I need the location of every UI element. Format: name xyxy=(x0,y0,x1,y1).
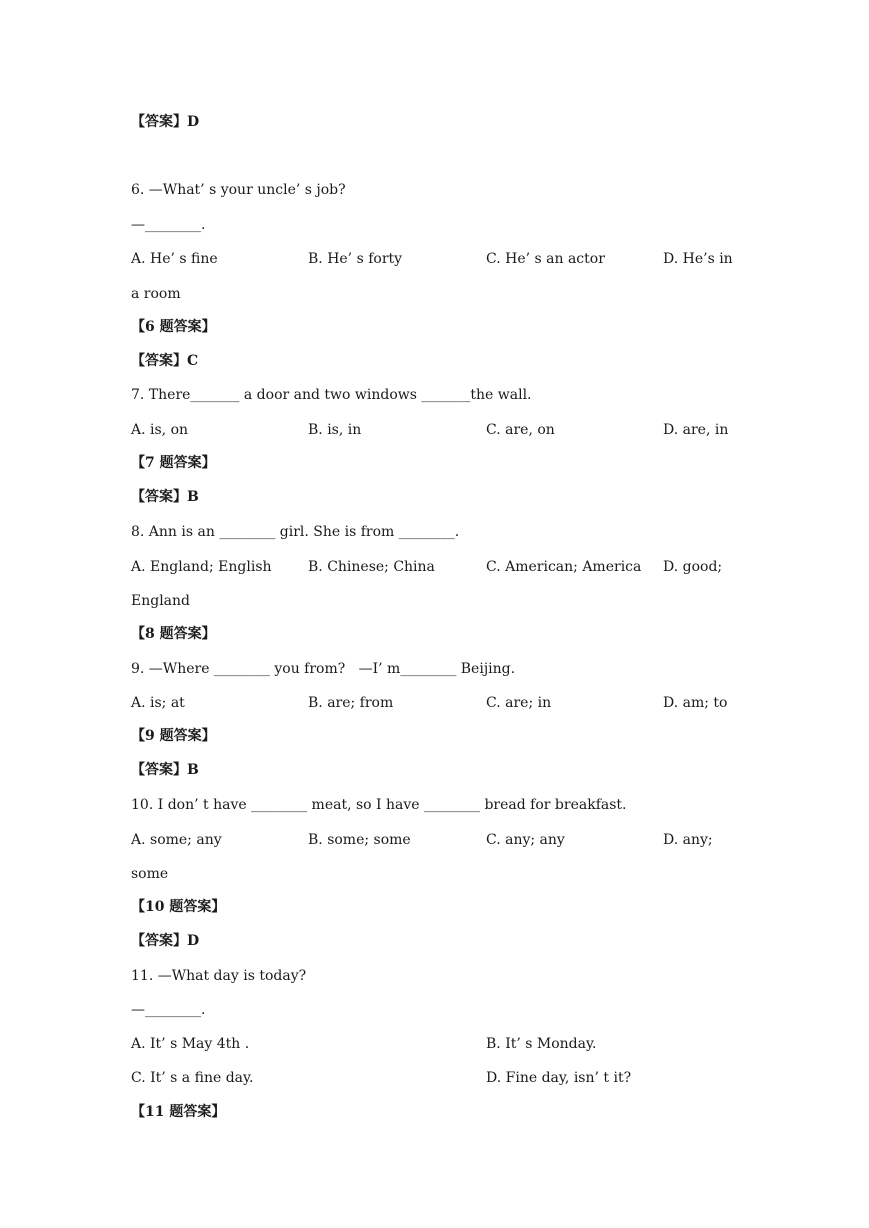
question-10-answer: 【答案】D xyxy=(131,933,200,949)
question-9-option-b: B. are; from xyxy=(308,695,394,711)
question-10-stem: 10. I don’ t have ________ meat, so I have ________ bread for breakfast. xyxy=(131,797,627,813)
question-10-option-c: C. any; any xyxy=(486,832,565,848)
question-6-answer: 【答案】C xyxy=(131,353,199,369)
question-11-option-b: B. It’ s Monday. xyxy=(486,1036,597,1052)
question-9-answer: 【答案】B xyxy=(131,762,199,778)
question-6-option-d-wrap: a room xyxy=(131,286,181,302)
question-6-heading: 【6 题答案】 xyxy=(131,319,216,335)
question-11-stem: 11. —What day is today? xyxy=(131,968,307,984)
question-9-option-a: A. is; at xyxy=(131,695,185,711)
question-9-option-d: D. am; to xyxy=(663,695,728,711)
question-11-option-d: D. Fine day, isn’ t it? xyxy=(486,1070,632,1086)
question-10-option-a: A. some; any xyxy=(131,832,222,848)
question-9-option-c: C. are; in xyxy=(486,695,552,711)
question-7-option-d: D. are, in xyxy=(663,422,729,438)
question-7-option-b: B. is, in xyxy=(308,422,362,438)
question-8-heading: 【8 题答案】 xyxy=(131,626,216,642)
question-7-answer: 【答案】B xyxy=(131,489,199,505)
question-11-heading: 【11 题答案】 xyxy=(131,1104,226,1120)
question-9-heading: 【9 题答案】 xyxy=(131,728,216,744)
question-6-option-d: D. He’s in xyxy=(663,251,733,267)
question-10-option-b: B. some; some xyxy=(308,832,411,848)
question-10-option-d: D. any; xyxy=(663,832,713,848)
question-7-heading: 【7 题答案】 xyxy=(131,455,216,471)
question-6-option-b: B. He’ s forty xyxy=(308,251,403,267)
question-6-blank: —________. xyxy=(131,217,206,233)
question-10-option-d-wrap: some xyxy=(131,866,169,882)
question-8-option-c: C. American; America xyxy=(486,559,642,575)
question-11-blank: —________. xyxy=(131,1002,206,1018)
question-6-stem: 6. —What’ s your uncle’ s job? xyxy=(131,182,346,198)
question-7-stem: 7. There_______ a door and two windows _______the wall. xyxy=(131,387,532,403)
question-9-stem: 9. —Where ________ you from? —I’ m________ Beijing. xyxy=(131,661,516,677)
question-8-option-d-wrap: England xyxy=(131,593,191,609)
question-8-option-d: D. good; xyxy=(663,559,723,575)
question-6-option-c: C. He’ s an actor xyxy=(486,251,605,267)
question-8-option-b: B. Chinese; China xyxy=(308,559,435,575)
question-10-heading: 【10 题答案】 xyxy=(131,899,226,915)
question-6-option-a: A. He’ s fine xyxy=(131,251,218,267)
question-8-option-a: A. England; English xyxy=(131,559,272,575)
question-11-option-a: A. It’ s May 4th . xyxy=(131,1036,250,1052)
question-8-stem: 8. Ann is an ________ girl. She is from ________. xyxy=(131,524,460,540)
question-7-option-c: C. are, on xyxy=(486,422,555,438)
question-7-option-a: A. is, on xyxy=(131,422,189,438)
answer-5: 【答案】D xyxy=(131,114,200,130)
question-11-option-c: C. It’ s a fine day. xyxy=(131,1070,254,1086)
